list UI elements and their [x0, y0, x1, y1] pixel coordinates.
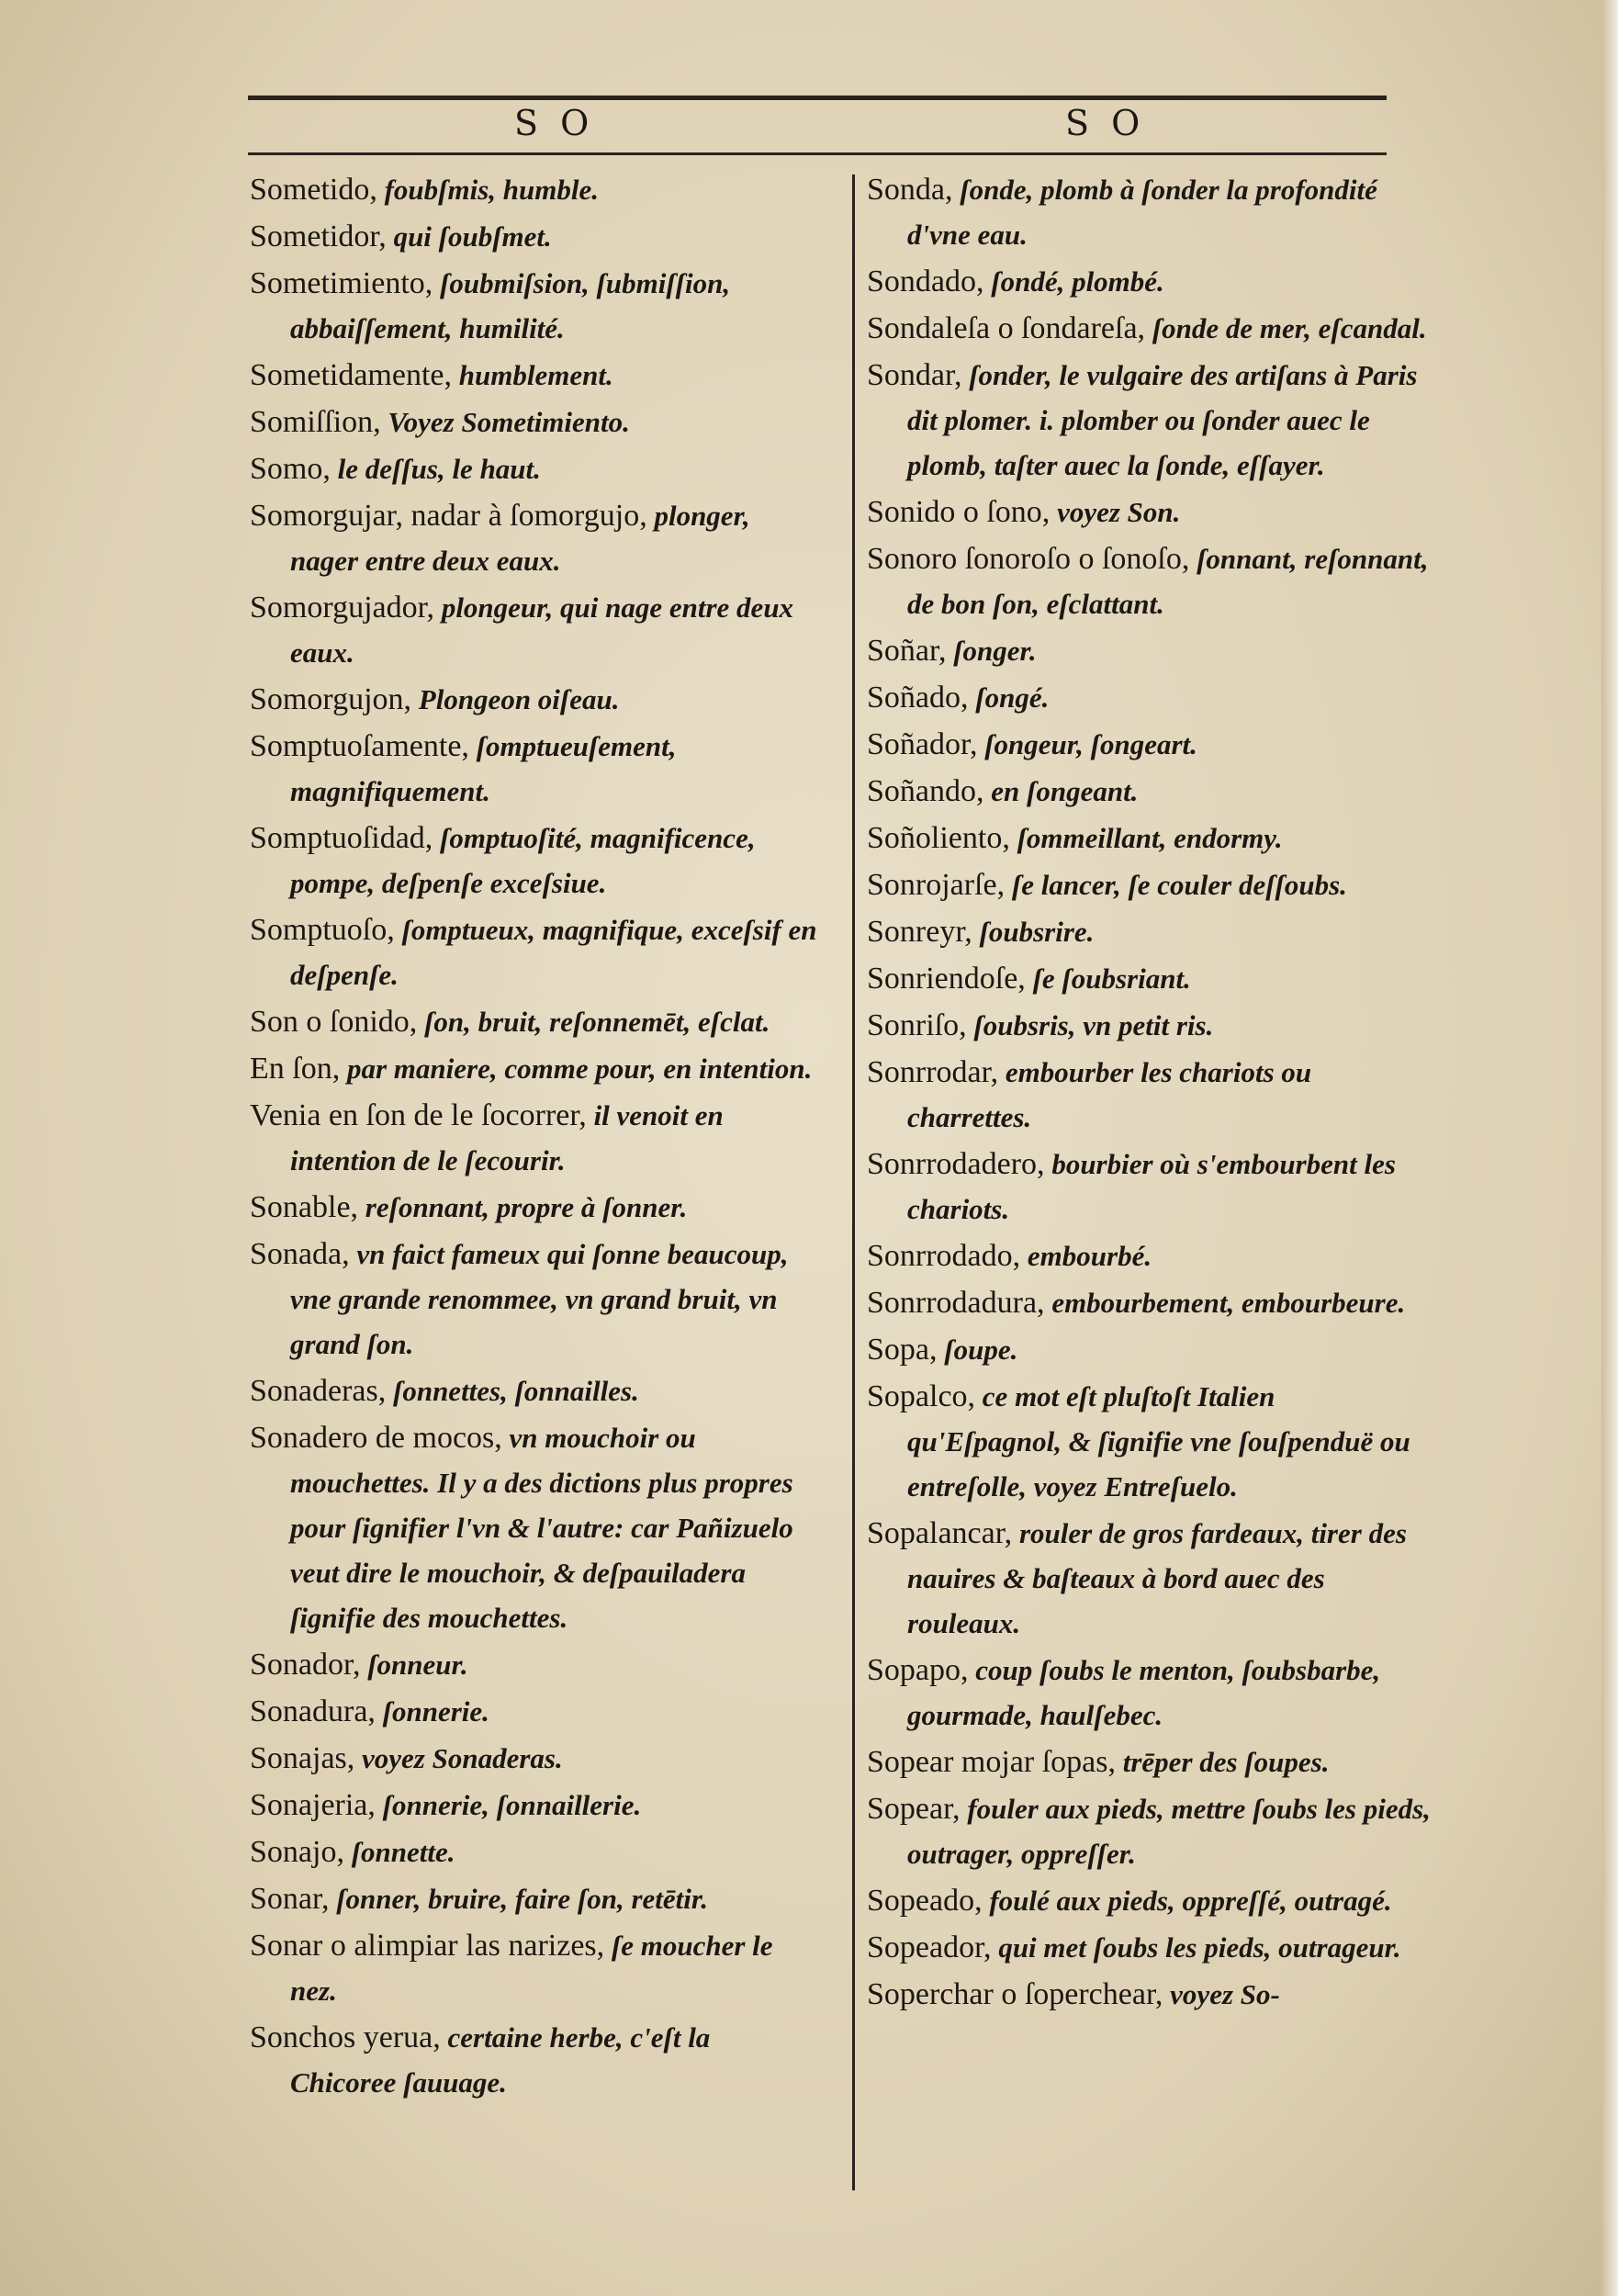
entry-definition: qui met ſoubs les pieds, outrageur.: [991, 1931, 1401, 1964]
entry-headword: Venia en ſon de le ſocorrer,: [250, 1098, 587, 1132]
dictionary-entry: [250, 1415, 819, 1640]
entry-headword: Sonriendoſe,: [867, 962, 1026, 996]
dictionary-entry: [867, 1972, 1436, 2017]
entry-headword: Sondado,: [867, 264, 984, 298]
dictionary-entry: [867, 956, 1436, 1001]
dictionary-entry: [867, 1878, 1436, 1923]
entry-definition: embourbement, embourbeure.: [1044, 1287, 1406, 1319]
column-divider: [852, 174, 855, 2190]
entry-definition: ſonnette.: [343, 1836, 455, 1868]
entry-headword: Sopeado,: [867, 1884, 983, 1918]
dictionary-entry: [250, 999, 819, 1044]
entry-headword: Somorgujon,: [250, 682, 412, 716]
entry-headword: Sopalco,: [867, 1379, 976, 1413]
dictionary-entry: [250, 1736, 819, 1781]
dictionary-entry: [867, 1233, 1436, 1278]
dictionary-entry: [867, 675, 1436, 720]
entry-headword: Somptuoſamente,: [250, 729, 469, 763]
dictionary-entry: [867, 816, 1436, 861]
entry-definition: ſon, bruit, reſonnemēt, eſclat.: [417, 1006, 770, 1038]
entry-definition: ſoupe.: [937, 1334, 1018, 1366]
entry-headword: Sondaleſa o ſondareſa,: [867, 311, 1146, 345]
entry-headword: Sonada,: [250, 1237, 350, 1271]
dictionary-entry: [867, 769, 1436, 814]
header-rule-top: [248, 96, 1387, 100]
entry-definition: ſomptuoſité, magnificence, pompe, deſpenſe exceſsiue.: [290, 822, 756, 899]
entry-headword: Somiſſion,: [250, 405, 381, 439]
entry-definition: coup ſoubs le menton, ſoubsbarbe, gourmade, haulſebec.: [907, 1654, 1381, 1731]
entry-definition: ſoubsrire.: [972, 916, 1095, 948]
dictionary-entry: [867, 1786, 1436, 1876]
entry-headword: Sopear,: [867, 1792, 961, 1826]
entry-headword: Soñado,: [867, 681, 969, 715]
entry-definition: embourbé.: [1020, 1240, 1152, 1272]
entry-headword: Sonajas,: [250, 1741, 355, 1775]
entry-headword: Soperchar o ſoperchear,: [867, 1977, 1163, 2011]
entry-definition: voyez Sonaderas.: [354, 1742, 563, 1774]
left-column: [250, 167, 819, 2107]
dictionary-entry: [250, 400, 819, 445]
entry-definition: reſonnant, propre à ſonner.: [358, 1191, 688, 1223]
dictionary-entry: [867, 259, 1436, 304]
entry-definition: bourbier où s'embourbent les chariots.: [907, 1148, 1396, 1225]
entry-headword: Sometidamente,: [250, 358, 453, 392]
entry-headword: Sopa,: [867, 1333, 938, 1367]
dictionary-entry: [867, 1925, 1436, 1970]
dictionary-entry: [867, 1050, 1436, 1140]
dictionary-entry: [867, 722, 1436, 767]
dictionary-entry: [867, 353, 1436, 488]
entry-headword: Soñar,: [867, 634, 947, 668]
entry-definition: voyez Son.: [1050, 496, 1181, 528]
entry-headword: Sometimiento,: [250, 266, 433, 300]
entry-headword: Sonriſo,: [867, 1008, 967, 1042]
entry-definition: foubſmis, humble.: [376, 174, 599, 206]
entry-headword: Somptuoſo,: [250, 913, 395, 947]
entry-headword: Sonido o ſono,: [867, 495, 1051, 529]
entry-definition: ſondé, plombé.: [983, 265, 1164, 298]
entry-definition: ſonnant, reſonnant, de bon ſon, eſclattant.: [907, 543, 1429, 620]
entry-headword: Sonajo,: [250, 1835, 344, 1869]
dictionary-entry: [867, 1327, 1436, 1372]
entry-headword: Somptuoſidad,: [250, 821, 433, 855]
dictionary-entry: [250, 585, 819, 675]
entry-definition: par maniere, comme pour, en intention.: [340, 1052, 813, 1085]
dictionary-entry: [250, 1876, 819, 1921]
entry-headword: Somorgujador,: [250, 591, 435, 625]
dictionary-entry: [250, 214, 819, 259]
dictionary-entry: [250, 1232, 819, 1367]
entry-definition: voyez So-: [1163, 1978, 1280, 2010]
entry-headword: Sonrojarſe,: [867, 868, 1006, 902]
running-head-left: S O: [514, 103, 595, 143]
entry-headword: Sonrrodado,: [867, 1239, 1021, 1273]
entry-headword: Sonoro ſonoroſo o ſonoſo,: [867, 542, 1190, 576]
entry-definition: plongeur, qui nage entre deux eaux.: [290, 591, 794, 669]
dictionary-entry: [250, 261, 819, 351]
entry-headword: Soñoliento,: [867, 821, 1010, 855]
dictionary-entry: [250, 1829, 819, 1874]
entry-definition: humblement.: [452, 359, 613, 391]
dictionary-entry: [867, 909, 1436, 954]
dictionary-entry: [250, 493, 819, 583]
entry-definition: ſomptueuſement, magnifiquement.: [290, 730, 677, 807]
entry-headword: Sonadero de mocos,: [250, 1421, 502, 1455]
dictionary-entry: [250, 907, 819, 997]
entry-definition: fouler aux pieds, mettre ſoubs les pieds, outrager, oppreſſer.: [907, 1793, 1431, 1870]
dictionary-entry: [250, 677, 819, 722]
entry-definition: ſomptueux, magnifique, exceſsif en deſpenſe.: [290, 914, 817, 991]
entry-definition: trēper des ſoupes.: [1116, 1746, 1330, 1778]
entry-definition: Plongeon oiſeau.: [411, 683, 620, 715]
entry-headword: Soñador,: [867, 727, 978, 761]
entry-definition: en ſongeant.: [983, 775, 1139, 807]
dictionary-entry: [250, 353, 819, 398]
entry-definition: qui ſoubſmet.: [386, 220, 552, 253]
dictionary-entry: [250, 724, 819, 814]
entry-definition: ſe moucher le nez.: [290, 1930, 773, 2007]
entry-headword: Sonrrodadura,: [867, 1286, 1045, 1320]
dictionary-entry: [867, 536, 1436, 626]
entry-definition: il venoit en intention de le ſecourir.: [290, 1099, 724, 1176]
dictionary-entry: [867, 490, 1436, 535]
entry-headword: Sonreyr,: [867, 915, 972, 949]
entry-headword: Somorgujar, nadar à ſomorgujo,: [250, 499, 647, 533]
entry-headword: Soñando,: [867, 774, 984, 808]
entry-definition: rouler de gros fardeaux, tirer des nauires & baſteaux à bord auec des rouleaux.: [907, 1517, 1407, 1639]
entry-definition: certaine herbe, c'eſt la Chicoree ſauuage.: [290, 2021, 711, 2099]
entry-headword: Sonajeria,: [250, 1788, 376, 1822]
dictionary-entry: [867, 1280, 1436, 1325]
entry-headword: Sopapo,: [867, 1653, 969, 1687]
entry-definition: ſongé.: [968, 681, 1050, 714]
entry-definition: ſonder, le vulgaire des artiſans à Paris dit plomer. i. plomber ou ſonder auec le plomb, taſter auec la ſonde, eſſayer.: [907, 359, 1418, 481]
entry-definition: ſoubmiſsion, ſubmiſſion, abbaiſſement, humilité.: [290, 267, 731, 344]
entry-headword: Sonaderas,: [250, 1374, 387, 1408]
entry-headword: Sonadura,: [250, 1694, 376, 1728]
dictionary-entry: [250, 1093, 819, 1183]
entry-headword: Sonable,: [250, 1190, 359, 1224]
page-edge: [1601, 0, 1618, 2296]
entry-definition: ſonger.: [946, 635, 1037, 667]
dictionary-entry: [250, 1783, 819, 1828]
entry-definition: vn faict fameux qui ſonne beaucoup, vne grande renommee, vn grand bruit, vn grand ſon.: [290, 1238, 789, 1360]
entry-headword: Sonda,: [867, 173, 953, 207]
dictionary-entry: [867, 862, 1436, 907]
right-column: [867, 167, 1436, 2019]
dictionary-entry: [250, 1642, 819, 1687]
entry-definition: Voyez Sometimiento.: [380, 406, 630, 438]
dictionary-entry: [867, 306, 1436, 351]
entry-headword: Sonar o alimpiar las narizes,: [250, 1929, 605, 1963]
dictionary-entry: [250, 2015, 819, 2105]
dictionary-entry: [867, 1142, 1436, 1232]
dictionary-entry: [250, 167, 819, 212]
entry-headword: Sopear mojar ſopas,: [867, 1745, 1116, 1779]
entry-headword: Sopeador,: [867, 1930, 992, 1964]
entry-headword: Sopalancar,: [867, 1516, 1013, 1550]
entry-definition: ſoubsris, vn petit ris.: [966, 1009, 1214, 1041]
dictionary-entry: [250, 1185, 819, 1230]
dictionary-entry: [867, 1003, 1436, 1048]
dictionary-entry: [250, 816, 819, 906]
entry-definition: ce mot eſt pluſtoſt Italien qu'Eſpagnol, & ſignifie vne ſouſpenduë ou entreſolle, voyez Entreſuelo.: [907, 1380, 1410, 1503]
dictionary-entry: [867, 167, 1436, 257]
entry-headword: Sonrrodadero,: [867, 1147, 1045, 1181]
entry-definition: ſommeillant, endormy.: [1009, 822, 1283, 854]
dictionary-entry: [250, 1689, 819, 1734]
entry-definition: ſe lancer, ſe couler deſſoubs.: [1005, 869, 1347, 901]
running-head-right: S O: [1065, 103, 1146, 143]
entry-definition: ſe ſoubsriant.: [1025, 962, 1191, 995]
dictionary-entry: [250, 1923, 819, 2013]
entry-definition: foulé aux pieds, oppreſſé, outragé.: [982, 1885, 1392, 1917]
dictionary-entry: [250, 1046, 819, 1091]
entry-headword: Sonchos yerua,: [250, 2020, 441, 2054]
entry-definition: plonger, nager entre deux eaux.: [290, 500, 750, 577]
entry-headword: En ſon,: [250, 1052, 341, 1086]
dictionary-entry: [867, 1648, 1436, 1738]
entry-definition: vn mouchoir ou mouchettes. Il y a des dictions plus propres pour ſignifier l'vn & l'autre: car Pañizuelo veut dire le mouchoir, & deſpauiladera ſignifie des mouchettes.: [290, 1422, 793, 1634]
entry-definition: ſonnettes, ſonnailles.: [386, 1375, 639, 1407]
dictionary-entry: [250, 1368, 819, 1413]
entry-definition: ſonde, plomb à ſonder la profondité d'vne eau.: [907, 174, 1377, 251]
dictionary-entry: [867, 1739, 1436, 1784]
entry-definition: embourber les chariots ou charrettes.: [907, 1056, 1312, 1133]
entry-definition: ſongeur, ſongeart.: [977, 728, 1197, 760]
header-rule-bottom: [248, 152, 1387, 155]
dictionary-entry: [867, 1374, 1436, 1509]
dictionary-entry: [250, 446, 819, 491]
dictionary-entry: [867, 628, 1436, 673]
entry-definition: le deſſus, le haut.: [330, 453, 541, 485]
entry-headword: Sonador,: [250, 1648, 361, 1682]
entry-headword: Somo,: [250, 452, 331, 486]
entry-definition: ſonneur.: [360, 1649, 468, 1681]
entry-definition: ſonnerie.: [375, 1695, 489, 1728]
entry-definition: ſonnerie, ſonnaillerie.: [375, 1789, 642, 1821]
entry-headword: Sonrrodar,: [867, 1055, 999, 1089]
entry-headword: Sometidor,: [250, 219, 387, 253]
entry-headword: Son o ſonido,: [250, 1005, 418, 1039]
entry-headword: Sondar,: [867, 358, 962, 392]
entry-headword: Sonar,: [250, 1882, 330, 1916]
dictionary-entry: [867, 1511, 1436, 1646]
entry-definition: ſonner, bruire, faire ſon, retētir.: [329, 1883, 708, 1915]
entry-headword: Sometido,: [250, 173, 377, 207]
entry-definition: ſonde de mer, eſcandal.: [1145, 312, 1427, 344]
